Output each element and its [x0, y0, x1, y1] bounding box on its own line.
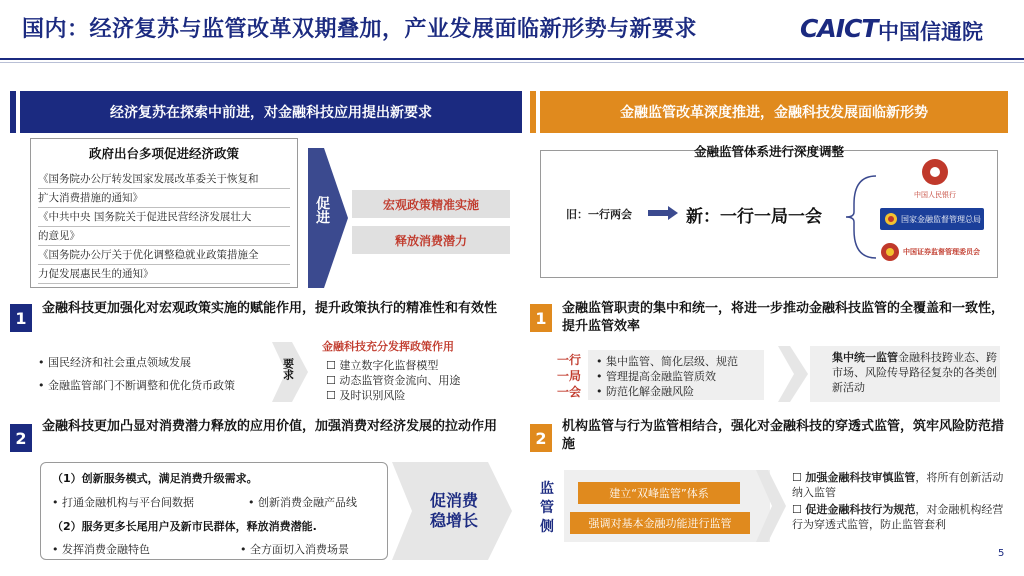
result-label: 促消费稳增长	[429, 491, 478, 530]
right-point1-side-label	[554, 352, 584, 400]
policy-doc-line: 力促发展惠民生的通知》	[38, 265, 290, 284]
left-point2-number: 2	[10, 424, 32, 452]
system-box-title: 金融监管体系进行深度调整	[693, 144, 844, 159]
unified-supervision-rest: 金融科技跨业态、跨市场、风险传导路径复杂的各类创新活动	[832, 351, 997, 394]
requirement-label-text: 要求	[281, 358, 295, 380]
regulator-side-label	[538, 480, 556, 537]
agency-nfra: 国家金融监督管理总局	[901, 214, 981, 224]
right-banner-stub	[530, 91, 536, 133]
left-section-banner: 经济复苏在探索中前进，对金融科技应用提出新要求	[20, 91, 522, 133]
policy-document-list	[38, 170, 290, 284]
csrc-emblem-icon	[880, 242, 900, 262]
promote-label-text: 促进	[314, 196, 330, 224]
item1-bullet: • 打通金融机构与平台间数据	[52, 496, 194, 509]
left-point1-heading: 金融科技更加强化对宏观政策实施的赋能作用，提升政策执行的精准性和有效性	[42, 301, 498, 316]
checklist-item: ☐ 及时识别风险	[326, 389, 406, 402]
item1-bullet: • 创新消费金融产品线	[248, 496, 357, 509]
regulator-side-text: 监管侧	[540, 481, 554, 535]
basic-function-pill: 强调对基本金融功能进行监管	[570, 512, 750, 534]
nfra-emblem-icon	[884, 212, 898, 226]
regulator-check-1: ☐ 加强金融科技审慎监管，将所有创新活动纳入监管	[792, 471, 1004, 499]
item2-bullet: • 全方面切入消费场景	[240, 543, 349, 556]
right-point2-heading: 机构监管与行为监管相结合，强化对金融科技的穿透式监管，筑牢风险防范措施	[562, 419, 1005, 452]
agency-csrc: 中国证券监督管理委员会	[903, 248, 980, 256]
caict-logo-cn: 中国信通院	[878, 20, 983, 44]
left-point1-bullet: • 金融监管部门不断调整和优化货币政策	[38, 379, 235, 392]
check1-bold: 加强金融科技审慎监管	[805, 471, 916, 484]
promote-label	[312, 196, 332, 229]
policy-role-title: 金融科技充分发挥政策作用	[322, 340, 454, 353]
left-point1-number: 1	[10, 304, 32, 332]
right-point2-number: 2	[530, 424, 552, 452]
page-title: 国内：经济复苏与监管改革双期叠加，产业发展面临新形势与新要求	[22, 17, 698, 42]
right-section-banner: 金融监管改革深度推进，金融科技发展面临新形势	[540, 91, 1008, 133]
unified-supervision-bold: 集中统一监管	[832, 351, 898, 364]
item2-bullet: • 发挥消费金融特色	[52, 543, 150, 556]
right-point1-heading: 金融监管职责的集中和统一，将进一步推动金融科技监管的全覆盖和一致性，提升监管效率	[562, 301, 1005, 334]
policy-doc-line: 扩大消费措施的通知》	[38, 189, 290, 208]
policy-box-title: 政府出台多项促进经济政策	[88, 146, 239, 161]
left-point2-heading: 金融科技更加凸显对消费潜力释放的应用价值，加强消费对经济发展的拉动作用	[42, 419, 498, 434]
check1-rest: ，将所有创新活动纳入监管	[792, 471, 1004, 499]
header-rule-thin	[0, 62, 1024, 63]
regulator-chevron-shape	[756, 470, 786, 542]
agency-csrc-row	[880, 240, 990, 264]
new-structure-label: 新：一行一局一会	[686, 207, 822, 227]
pboc-emblem-icon	[918, 158, 952, 188]
regulator-check-2: ☐ 促进金融科技行为规范，对金融机构经营行为穿透式监管，防止监管套利	[792, 503, 1004, 531]
right-point1-bullet: • 防范化解金融风险	[596, 385, 694, 398]
header-rule	[0, 58, 1024, 60]
side-label-text: 一行一局一会	[556, 353, 581, 399]
checklist-item: ☐ 动态监管资金流向、用途	[326, 374, 461, 387]
right-point1-bullet: • 管理提高金融监管质效	[596, 370, 716, 383]
unified-supervision-text	[832, 350, 998, 395]
agency-bracket	[844, 174, 878, 260]
policy-doc-line: 《中共中央 国务院关于促进民营经济发展壮大	[38, 208, 290, 227]
right-point1-bullet: • 集中监管、简化层级、规范	[596, 355, 738, 368]
requirement-label	[280, 358, 296, 383]
caict-logo: CAICT	[800, 14, 878, 43]
policy-doc-line: 《国务院办公厅转发国家发展改革委关于恢复和	[38, 170, 290, 189]
item2-title: （2）服务更多长尾用户及新市民群体，释放消费潜能.	[52, 520, 317, 533]
agency-pboc: 中国人民银行	[914, 191, 956, 199]
checklist-item: ☐ 建立数字化监督模型	[326, 359, 439, 372]
right-point1-number: 1	[530, 304, 552, 332]
page-number: 5	[998, 548, 1005, 559]
agency-nfra-badge	[880, 208, 984, 230]
outcome-macro-policy: 宏观政策精准实施	[352, 190, 510, 218]
left-banner-stub	[10, 91, 16, 133]
policy-role-checklist	[326, 358, 460, 403]
left-point1-bullet: • 国民经济和社会重点领域发展	[38, 356, 191, 369]
check2-rest: ，对金融机构经营行为穿透式监管，防止监管套利	[792, 503, 1004, 531]
item1-title: （1）创新服务模式，满足消费升级需求。	[52, 472, 258, 485]
structure-arrow-icon	[648, 206, 678, 220]
old-structure-label: 旧：一行两会	[566, 208, 632, 221]
policy-doc-line: 《国务院办公厅关于优化调整稳就业政策措施全	[38, 246, 290, 265]
policy-doc-line: 的意见》	[38, 227, 290, 246]
unified-chevron-shape	[778, 346, 808, 402]
outcome-consumption: 释放消费潜力	[352, 226, 510, 254]
twin-peaks-pill: 建立“双峰监管”体系	[578, 482, 740, 504]
check2-bold: 促进金融科技行为规范	[805, 503, 916, 516]
